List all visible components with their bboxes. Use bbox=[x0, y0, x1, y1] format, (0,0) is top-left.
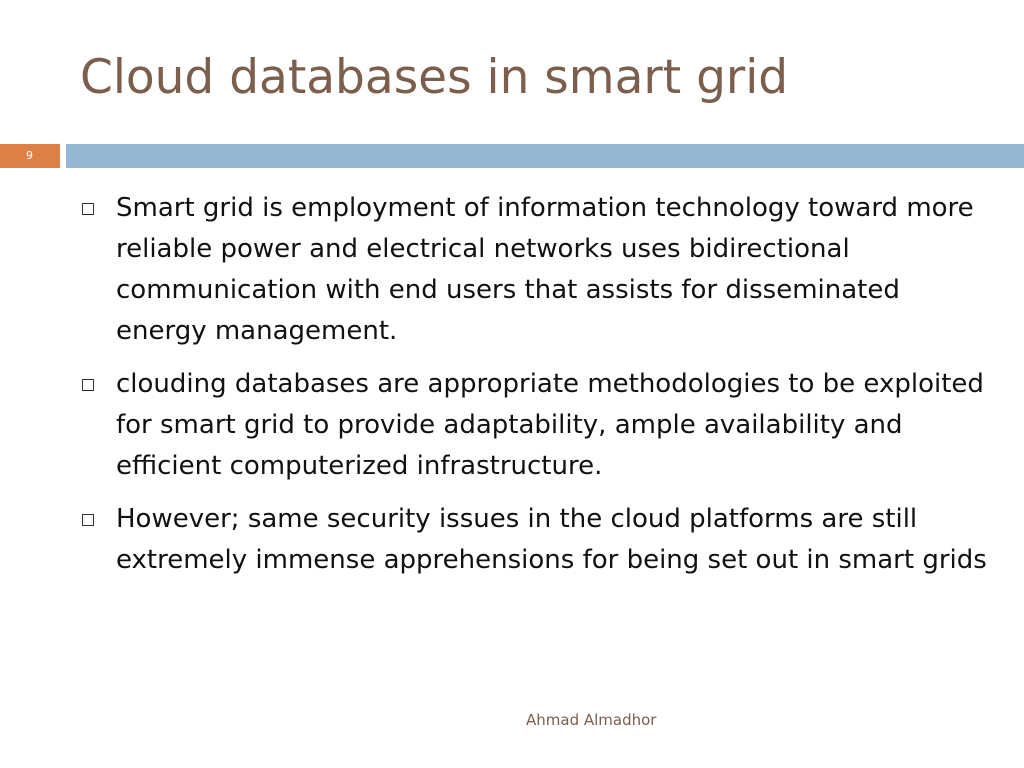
bullet-list bbox=[82, 188, 987, 593]
footer-author: Ahmad Almadhor bbox=[526, 711, 657, 729]
slide-number-bar bbox=[0, 144, 60, 168]
bullet-item bbox=[82, 188, 987, 352]
bullet-text: clouding databases are appropriate methodologies to be exploited for smart grid to provide adaptability, ample availability and efficient computerized infrastructure. bbox=[116, 369, 984, 481]
square-bullet-icon bbox=[82, 514, 94, 526]
slide-title: Cloud databases in smart grid bbox=[80, 50, 789, 105]
bullet-text: However; same security issues in the cloud platforms are still extremely immense apprehensions for being set out in smart grids bbox=[116, 504, 987, 575]
title-divider-bar bbox=[66, 144, 1024, 168]
square-bullet-icon bbox=[82, 203, 94, 215]
slide-number: 9 bbox=[26, 149, 33, 162]
bullet-item bbox=[82, 364, 987, 487]
square-bullet-icon bbox=[82, 379, 94, 391]
bullet-text: Smart grid is employment of information technology toward more reliable power and electrical networks uses bidirectional communication with end users that assists for disseminated energy management. bbox=[116, 193, 974, 346]
bullet-item bbox=[82, 499, 987, 581]
